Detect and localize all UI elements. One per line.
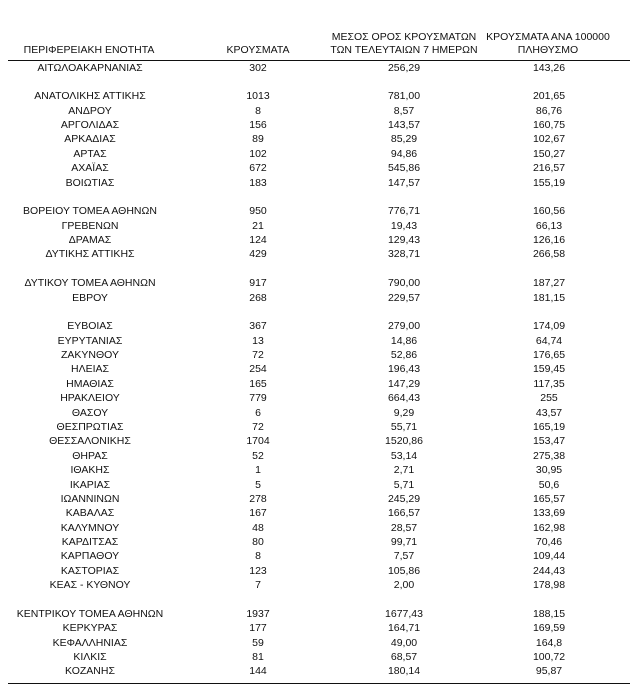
cases-cell: 124 (249, 234, 267, 247)
table-row (0, 348, 639, 362)
avg7-cell: 143,57 (387, 119, 421, 132)
table-row (0, 578, 639, 592)
header-7day-average-line2: ΤΩΝ ΤΕΛΕΥΤΑΙΩΝ 7 ΗΜΕΡΩΝ (330, 44, 478, 56)
per100k-cell: 216,57 (532, 162, 566, 175)
cases-cell: 1704 (246, 435, 270, 448)
region-cell: ΚΕΑΣ - ΚΥΘΝΟΥ (49, 579, 131, 592)
table-bottom-border (8, 683, 630, 684)
avg7-cell: 52,86 (390, 349, 418, 362)
cases-cell: 81 (252, 651, 264, 664)
cases-cell: 6 (255, 406, 261, 419)
table-row (0, 362, 639, 376)
per100k-cell: 160,56 (532, 205, 566, 218)
avg7-cell: 105,86 (387, 564, 421, 577)
table-row (0, 636, 639, 650)
region-cell: ΘΑΣΟΥ (71, 406, 109, 419)
per100k-cell: 50,6 (538, 478, 560, 491)
avg7-cell: 68,57 (390, 651, 418, 664)
region-cell: ΙΘΑΚΗΣ (70, 464, 110, 477)
per100k-cell: 86,76 (535, 104, 563, 117)
per100k-cell: 169,59 (532, 622, 566, 635)
avg7-cell: 229,57 (387, 291, 421, 304)
avg7-cell: 5,71 (393, 478, 415, 491)
table-row (0, 89, 639, 103)
avg7-cell: 790,00 (387, 277, 421, 290)
table-row (0, 449, 639, 463)
region-cell: ΚΑΡΔΙΤΣΑΣ (61, 536, 119, 549)
region-cell: ΕΒΡΟΥ (72, 291, 108, 304)
avg7-cell: 49,00 (390, 636, 418, 649)
per100k-cell: 153,47 (532, 435, 566, 448)
region-cell: ΙΩΑΝΝΙΝΩΝ (60, 492, 120, 505)
header-7day-average-line1: ΜΕΣΟΣ ΟΡΟΣ ΚΡΟΥΣΜΑΤΩΝ (331, 31, 477, 43)
avg7-cell: 129,43 (387, 234, 421, 247)
region-cell: ΖΑΚΥΝΘΟΥ (60, 349, 119, 362)
per100k-cell: 275,38 (532, 449, 566, 462)
region-cell: ΘΕΣΠΡΩΤΙΑΣ (56, 421, 124, 433)
avg7-cell: 94,86 (390, 147, 418, 160)
table-row (0, 132, 639, 146)
region-cell: ΚΕΡΚΥΡΑΣ (62, 622, 118, 635)
region-cell: ΔΡΑΜΑΣ (68, 234, 112, 247)
table-row (0, 276, 639, 290)
avg7-cell: 1520,86 (385, 435, 423, 448)
avg7-cell: 776,71 (387, 205, 421, 218)
region-cell: ΑΙΤΩΛΟΑΚΑΡΝΑΝΙΑΣ (37, 61, 143, 74)
avg7-cell: 545,86 (387, 162, 421, 175)
region-cell: ΑΡΓΟΛΙΔΑΣ (60, 119, 120, 132)
header-cases-per-100k-line2: ΠΛΗΘΥΣΜΟ (517, 44, 579, 56)
per100k-cell: 160,75 (532, 119, 566, 132)
header-region: ΠΕΡΙΦΕΡΕΙΑΚΗ ΕΝΟΤΗΤΑ (23, 44, 155, 56)
table-row (0, 104, 639, 118)
table-row (0, 161, 639, 175)
cases-cell: 8 (255, 550, 261, 563)
cases-cell: 48 (252, 521, 264, 534)
region-cell: ΑΡΤΑΣ (73, 147, 107, 160)
per100k-cell: 66,13 (535, 219, 563, 232)
per100k-cell: 159,45 (532, 363, 566, 376)
table-row (0, 521, 639, 535)
table-row (0, 233, 639, 247)
per100k-cell: 174,09 (532, 320, 566, 333)
avg7-cell: 245,29 (387, 492, 421, 505)
cases-cell: 1937 (246, 607, 270, 620)
per100k-cell: 95,87 (535, 665, 563, 678)
per100k-cell: 165,57 (532, 492, 566, 505)
avg7-cell: 8,57 (393, 104, 415, 117)
avg7-cell: 85,29 (390, 133, 418, 146)
table-row (0, 434, 639, 448)
avg7-cell: 196,43 (387, 363, 421, 376)
per100k-cell: 64,74 (535, 334, 563, 347)
avg7-cell: 99,71 (390, 536, 418, 549)
cases-cell: 13 (252, 334, 264, 347)
region-cell: ΑΝΑΤΟΛΙΚΗΣ ΑΤΤΙΚΗΣ (34, 90, 146, 103)
region-cell: ΕΥΒΟΙΑΣ (67, 320, 113, 333)
cases-cell: 950 (249, 205, 267, 218)
per100k-cell: 164,8 (535, 636, 563, 649)
table-row (0, 377, 639, 391)
per100k-cell: 266,58 (532, 248, 566, 261)
region-cell: ΑΝΔΡΟΥ (68, 104, 112, 117)
cases-cell: 52 (252, 449, 264, 462)
per100k-cell: 109,44 (532, 550, 566, 563)
cases-cell: 7 (255, 579, 261, 592)
table-row (0, 564, 639, 578)
table-row (0, 176, 639, 190)
per100k-cell: 181,15 (532, 291, 566, 304)
avg7-cell: 2,00 (393, 579, 415, 592)
region-cell: ΚΕΝΤΡΙΚΟΥ ΤΟΜΕΑ ΑΘΗΝΩΝ (16, 607, 164, 620)
cases-cell: 21 (252, 219, 264, 232)
table-row (0, 535, 639, 549)
cases-cell: 429 (249, 248, 267, 261)
avg7-cell: 9,29 (393, 406, 415, 419)
per100k-cell: 255 (540, 392, 558, 405)
table-row (0, 478, 639, 492)
region-cell: ΗΛΕΙΑΣ (70, 363, 109, 376)
cases-cell: 8 (255, 104, 261, 117)
cases-cell: 302 (249, 61, 267, 74)
per100k-cell: 155,19 (532, 176, 566, 189)
table-row (0, 621, 639, 635)
avg7-cell: 1677,43 (385, 607, 423, 620)
per100k-cell: 162,98 (532, 521, 566, 534)
region-cell: ΕΥΡΥΤΑΝΙΑΣ (57, 334, 123, 347)
cases-cell: 779 (249, 392, 267, 405)
avg7-cell: 164,71 (387, 622, 421, 635)
table-row (0, 291, 639, 305)
avg7-cell: 147,29 (387, 377, 421, 390)
cases-cell: 144 (249, 665, 267, 678)
avg7-cell: 7,57 (393, 550, 415, 563)
cases-cell: 177 (249, 622, 267, 635)
table-row (0, 247, 639, 261)
per100k-cell: 178,98 (532, 579, 566, 592)
region-cell: ΚΙΛΚΙΣ (73, 651, 107, 664)
table-row (0, 118, 639, 132)
region-cell: ΚΕΦΑΛΛΗΝΙΑΣ (52, 636, 128, 649)
per100k-cell: 188,15 (532, 607, 566, 620)
region-cell: ΑΡΚΑΔΙΑΣ (64, 133, 116, 146)
per100k-cell: 150,27 (532, 147, 566, 160)
header-cases-per-100k-line1: ΚΡΟΥΣΜΑΤΑ ΑΝΑ 100000 (486, 31, 610, 43)
table-row (0, 607, 639, 621)
per100k-cell: 165,19 (532, 421, 566, 433)
cases-cell: 1013 (246, 90, 270, 103)
table-row (0, 506, 639, 520)
avg7-cell: 2,71 (393, 464, 415, 477)
cases-cell: 367 (249, 320, 267, 333)
avg7-cell: 53,14 (390, 449, 418, 462)
avg7-cell: 166,57 (387, 507, 421, 520)
region-cell: ΚΑΡΠΑΘΟΥ (60, 550, 120, 563)
avg7-cell: 28,57 (390, 521, 418, 534)
cases-cell: 268 (249, 291, 267, 304)
region-cell: ΒΟΙΩΤΙΑΣ (65, 176, 115, 189)
cases-cell: 72 (252, 349, 264, 362)
cases-cell: 917 (249, 277, 267, 290)
cases-cell: 156 (249, 119, 267, 132)
avg7-cell: 180,14 (387, 665, 421, 678)
cases-cell: 102 (249, 147, 267, 160)
region-cell: ΙΚΑΡΙΑΣ (69, 478, 111, 491)
avg7-cell: 147,57 (387, 176, 421, 189)
table-row (0, 391, 639, 405)
table-row (0, 420, 639, 434)
avg7-cell: 19,43 (390, 219, 418, 232)
region-cell: ΚΑΒΑΛΑΣ (65, 507, 115, 520)
region-cell: ΚΟΖΑΝΗΣ (65, 665, 115, 678)
cases-cell: 5 (255, 478, 261, 491)
cases-cell: 89 (252, 133, 264, 146)
avg7-cell: 328,71 (387, 248, 421, 261)
per100k-cell: 187,27 (532, 277, 566, 290)
region-cell: ΒΟΡΕΙΟΥ ΤΟΜΕΑ ΑΘΗΝΩΝ (23, 205, 157, 218)
per100k-cell: 43,57 (535, 406, 563, 419)
avg7-cell: 256,29 (387, 61, 421, 74)
per100k-cell: 143,26 (532, 61, 566, 74)
table-row (0, 61, 639, 75)
region-cell: ΚΑΛΥΜΝΟΥ (60, 521, 120, 534)
cases-cell: 167 (249, 507, 267, 520)
region-cell: ΘΕΣΣΑΛΟΝΙΚΗΣ (49, 435, 131, 448)
per100k-cell: 201,65 (532, 90, 566, 103)
table-row (0, 334, 639, 348)
avg7-cell: 55,71 (390, 421, 418, 433)
region-cell: ΗΡΑΚΛΕΙΟΥ (60, 392, 120, 405)
table-row (0, 219, 639, 233)
region-cell: ΔΥΤΙΚΗΣ ΑΤΤΙΚΗΣ (45, 248, 135, 261)
per100k-cell: 70,46 (535, 536, 563, 549)
cases-cell: 1 (255, 464, 261, 477)
region-cell: ΘΗΡΑΣ (72, 449, 108, 462)
header-cases: ΚΡΟΥΣΜΑΤΑ (226, 44, 290, 56)
region-cell: ΓΡΕΒΕΝΩΝ (61, 219, 119, 232)
region-cell: ΔΥΤΙΚΟΥ ΤΟΜΕΑ ΑΘΗΝΩΝ (24, 277, 156, 290)
table-row (0, 650, 639, 664)
per100k-cell: 100,72 (532, 651, 566, 664)
cases-cell: 254 (249, 363, 267, 376)
per100k-cell: 244,43 (532, 564, 566, 577)
cases-cell: 672 (249, 162, 267, 175)
table-row (0, 463, 639, 477)
table-row (0, 319, 639, 333)
cases-cell: 278 (249, 492, 267, 505)
table-row (0, 664, 639, 678)
cases-cell: 183 (249, 176, 267, 189)
avg7-cell: 781,00 (387, 90, 421, 103)
per100k-cell: 126,16 (532, 234, 566, 247)
table-row (0, 549, 639, 563)
cases-cell: 165 (249, 377, 267, 390)
table-row (0, 406, 639, 420)
table-row (0, 204, 639, 218)
per100k-cell: 102,67 (532, 133, 566, 146)
cases-cell: 72 (252, 421, 264, 433)
per100k-cell: 133,69 (532, 507, 566, 520)
cases-cell: 59 (252, 636, 264, 649)
avg7-cell: 279,00 (387, 320, 421, 333)
per100k-cell: 30,95 (535, 464, 563, 477)
region-cell: ΚΑΣΤΟΡΙΑΣ (60, 564, 120, 577)
table-row (0, 492, 639, 506)
per100k-cell: 117,35 (533, 377, 565, 390)
avg7-cell: 664,43 (387, 392, 421, 405)
per100k-cell: 176,65 (532, 349, 566, 362)
avg7-cell: 14,86 (390, 334, 418, 347)
region-cell: ΑΧΑΪΑΣ (71, 162, 109, 175)
cases-cell: 123 (249, 564, 267, 577)
table-row (0, 147, 639, 161)
region-cell: ΗΜΑΘΙΑΣ (66, 377, 114, 390)
cases-cell: 80 (252, 536, 264, 549)
